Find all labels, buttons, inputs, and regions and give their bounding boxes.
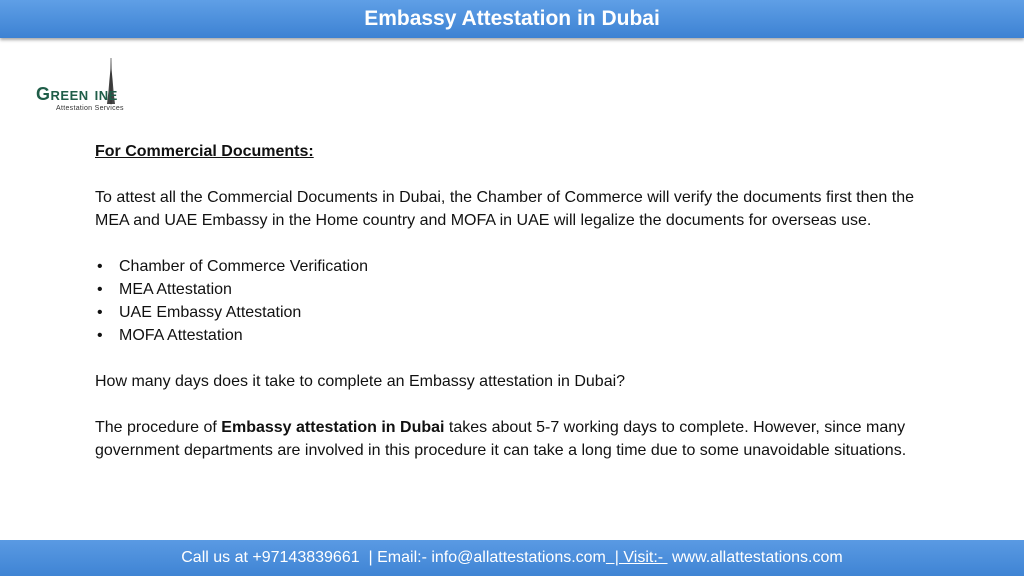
bullet-icon: • [97,258,103,275]
footer-bar [0,540,1024,576]
steps-list [95,255,930,347]
logo-word-g: G [36,84,51,104]
list-item [95,301,930,324]
list-item-label: MOFA Attestation [119,327,243,344]
list-item [95,324,930,347]
answer-suffix: takes about 5-7 working days to complete. However, since many government departments are involved in this procedure it can take a long time due to some unavoidable situations. [95,419,907,459]
logo-word-ine: INE [94,88,118,103]
main-content [95,140,930,462]
question-paragraph: How many days does it take to complete an Embassy attestation in Dubai? [95,373,626,390]
list-item [95,278,930,301]
spacer [95,393,930,416]
logo-wordmark [36,84,118,105]
footer-contact: Call us at +97143839661 | Email:- info@allattestations.com [181,549,606,566]
list-item [95,255,930,278]
answer-bold-link-text: Embassy attestation in Dubai [221,419,445,436]
bullet-icon: • [97,304,103,321]
answer-paragraph [95,416,930,462]
footer-website[interactable]: www.allattestations.com [667,549,843,566]
list-item-label: Chamber of Commerce Verification [119,258,368,275]
intro-paragraph: To attest all the Commercial Documents in Dubai, the Chamber of Commerce will verify the documents first then the MEA and UAE Embassy in the Home country and MOFA in UAE will legalize the documents for overseas use. [95,189,914,229]
header-bar [0,0,1024,38]
greenline-logo [36,58,151,116]
page-title: Embassy Attestation in Dubai [364,7,660,30]
list-item-label: MEA Attestation [119,281,232,298]
logo-subtitle: Attestation Services [56,105,124,112]
list-item-label: UAE Embassy Attestation [119,304,302,321]
bullet-icon: • [97,281,103,298]
answer-prefix: The procedure of [95,419,222,436]
logo-word-reen: REEN [50,88,89,103]
spacer [95,232,930,255]
spacer [95,347,930,370]
section-heading: For Commercial Documents: [95,143,314,160]
bullet-icon: • [97,327,103,344]
footer-visit-link[interactable]: | Visit:- [605,549,668,566]
spacer [95,163,930,186]
